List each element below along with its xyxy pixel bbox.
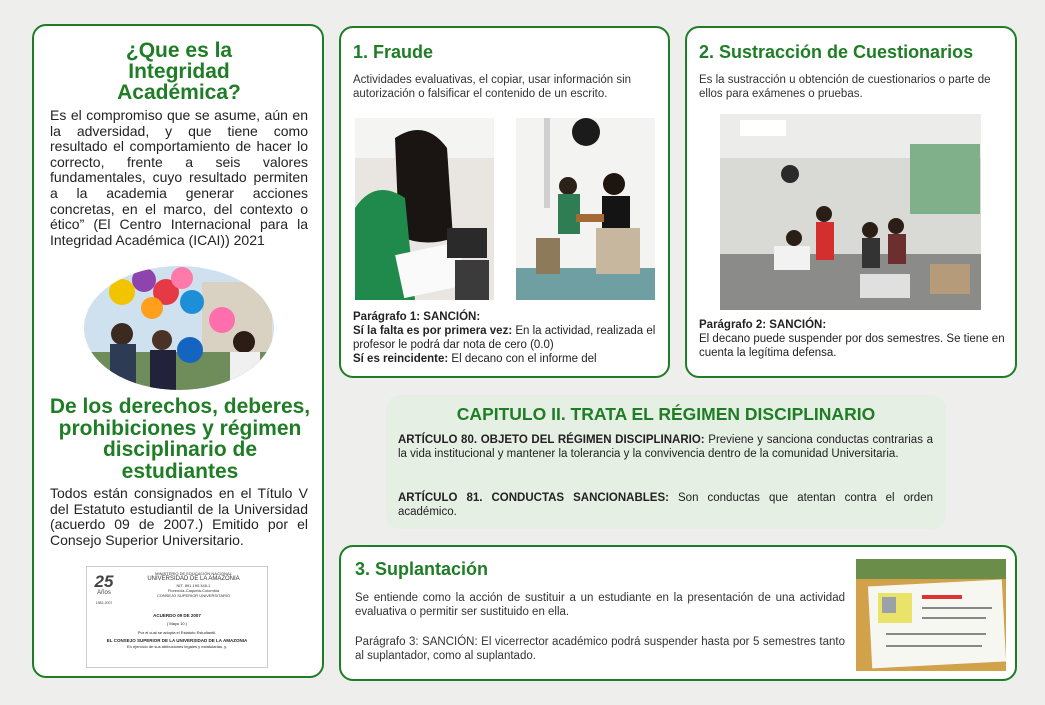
fraude-first-offense [353, 324, 661, 352]
first-offense-label: Sí la falta es por primera vez: [353, 325, 513, 337]
fraude-text: Actividades evaluativas, el copiar, usar información sin autorización o falsificar el contenido de un escrito. [353, 74, 632, 100]
sustraccion-sanction [699, 318, 1005, 360]
sustraccion-sanction-title: Parágrafo 2: SANCIÓN: [699, 319, 827, 331]
article-81-label: ARTÍCULO 81. CONDUCTAS SANCIONABLES: [398, 492, 669, 504]
doc-nit: NIT. 891.190.346-1 [176, 583, 211, 588]
student-writing-photo [355, 118, 494, 300]
first-offense-text: En la actividad, realizada el profesor le podrá dar nota de cero (0.0) [353, 325, 656, 351]
suplantacion-title: 3. Suplantación [355, 559, 489, 579]
rights-title: De los derechos, deberes, prohibiciones y régimen disciplinario de estudiantes [49, 395, 311, 483]
doc-powers: En ejercicio de sus atribuciones legales y estatutarias, y, [127, 644, 227, 649]
doc-university: UNIVERSIDAD DE LA AMAZONIA [147, 576, 240, 582]
classroom-photo [720, 114, 981, 310]
article-80-text: Previene y sanciona conductas contrarias a la vida institucional y mantener la tolerancia y la convivencia dentro de la comunidad Universitaria. [398, 434, 933, 460]
sustraccion-card [685, 26, 1017, 378]
fraude-title: 1. Fraude [353, 42, 434, 62]
fraude-card [339, 26, 670, 378]
capitulo-title: CAPITULO II. TRATA EL RÉGIMEN DISCIPLINARIO [456, 404, 876, 424]
capitulo-panel [386, 395, 946, 529]
suplantacion-sanction: Parágrafo 3: SANCIÓN: El vicerrector académico podrá suspender hasta por 5 semestres tanto al suplantador, como al suplantado. [355, 636, 845, 662]
article-81 [398, 491, 933, 519]
students-balloons-photo [82, 262, 276, 390]
integrity-definition: Es el compromiso que se asume, aún en la adversidad, y que tiene como resultado el comportamiento de hacer lo correcto, frente a seis valores fundamentales, cuyo resultado permiten a la academia generar acciones concretas, en el marco, del contexto o ético” (El Centro Internacional para la Integridad Académica (ICAI)) 2021 [50, 107, 308, 248]
integrity-title: ¿Que es la Integridad Académica? [117, 39, 241, 104]
university-logo [89, 573, 119, 609]
repeat-offense-text: El decano con el informe del [448, 353, 597, 365]
article-80-label: ARTÍCULO 80. OBJETO DEL RÉGIMEN DISCIPLINARIO: [398, 434, 705, 446]
repeat-offense-label: Sí es reincidente: [353, 353, 449, 365]
logo-years: 1982-2007 [95, 601, 113, 605]
sustraccion-text: Es la sustracción u obtención de cuestionarios o parte de ellos para exámenes o pruebas. [699, 74, 991, 100]
doc-adopt: Por el cual se adopta el Estatuto Estudiantil. [137, 630, 217, 635]
rights-text: Todos están consignados en el Título V del Estatuto estudiantil de la Universidad (acuerdo 09 de 2007.) Emitido por el Consejo Superior Universitario. [50, 485, 308, 548]
article-80 [398, 433, 933, 461]
suplantacion-card [339, 545, 1017, 681]
doc-ministry: MINISTERIO DE EDUCACIÓN NACIONAL [155, 571, 232, 576]
doc-date: ( Mayo 10 ) [166, 621, 188, 626]
doc-council: CONSEJO SUPERIOR UNIVERSITARIO [156, 593, 231, 598]
fraude-sanction-title: Parágrafo 1: SANCIÓN: [353, 311, 481, 323]
logo-number: 25 [94, 572, 114, 591]
sustraccion-title: 2. Sustracción de Cuestionarios [699, 42, 974, 62]
fraude-repeat-offense [353, 352, 661, 366]
student-id-card-photo [856, 559, 1006, 671]
doc-council-title: EL CONSEJO SUPERIOR DE LA UNIVERSIDAD DE LA AMAZONIA [106, 638, 248, 643]
suplantacion-text: Se entiende como la acción de sustituir a un estudiante en la presentación de una actividad evaluativa o permitir ser sustituido en ella. [355, 592, 845, 618]
sustraccion-sanction-text: El decano puede suspender por dos semestres. Se tiene en cuenta la legítima defensa. [699, 333, 1005, 359]
article-81-text: Son conductas que atentan contra el orden académico. [398, 492, 933, 518]
doc-city: Florencia-Caquetá-Colombia [167, 588, 220, 593]
fraude-sanction [353, 310, 661, 366]
statute-document [86, 566, 268, 668]
doc-agreement: ACUERDO 09 DE 2007 [153, 613, 201, 618]
students-exam-photo [516, 118, 655, 300]
logo-word: Años [97, 590, 111, 596]
integrity-card [32, 24, 324, 678]
